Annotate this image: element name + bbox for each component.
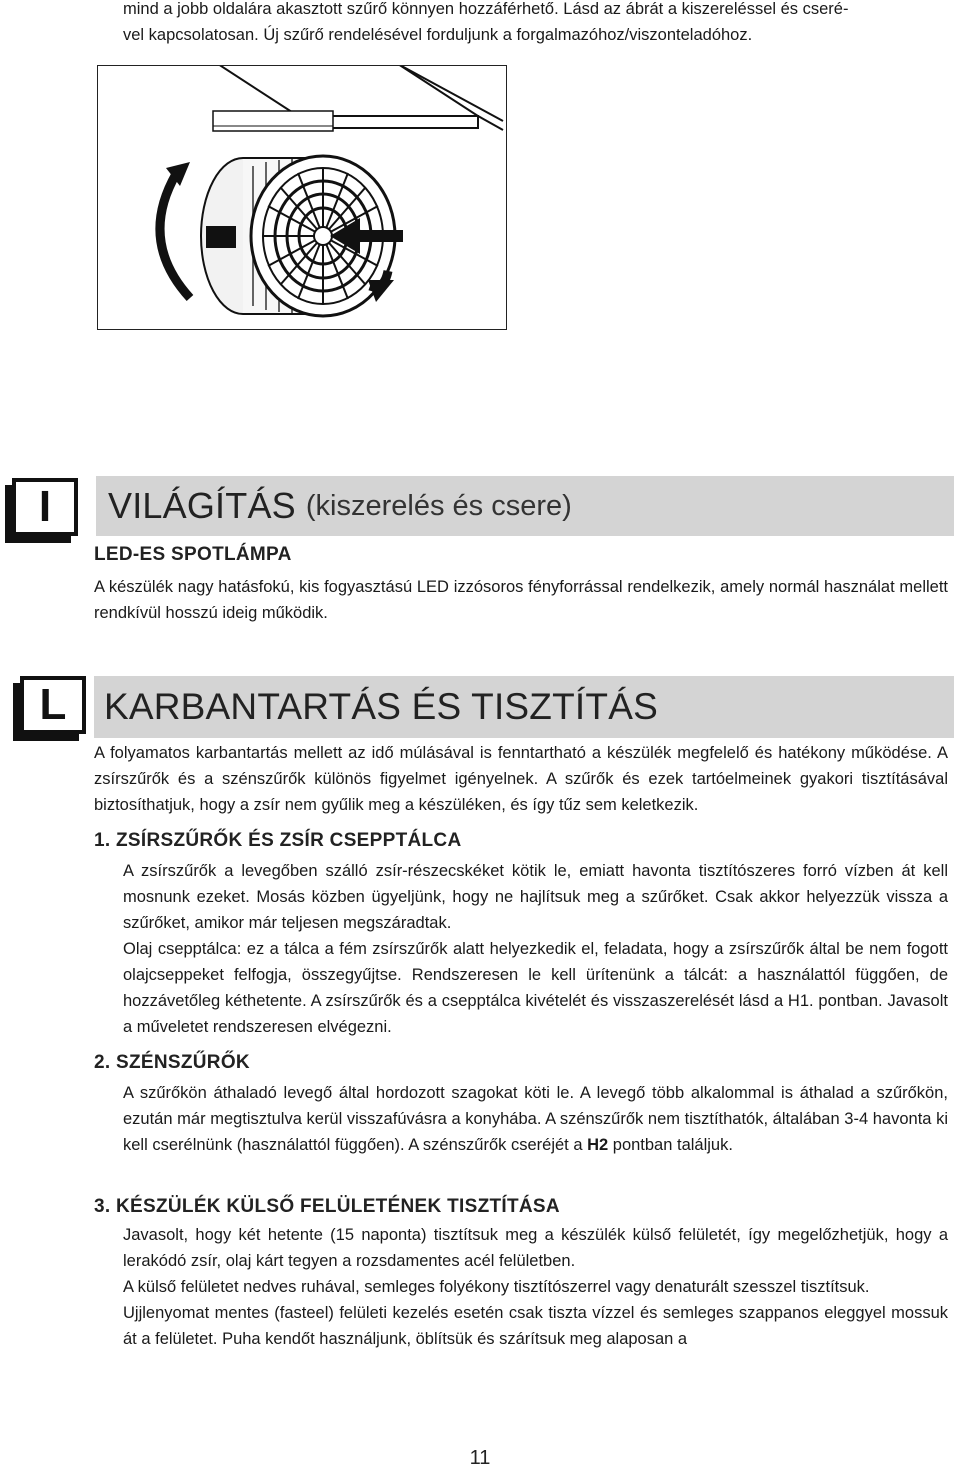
- sub2-text-before: A szűrőkön áthaladó levegő által hordozott szagokat köti le. A levegő több alkalommal is áthalad a szűrőkön, ezután már megtisztulva kerül visszafúvásra a konyhába. A szénszűrők nem tisztíthatók, általában 3-4 havonta ki kell cserélnünk (használattól függően). A szénszűrők cseréjét a: [123, 1084, 948, 1154]
- section-i-text: A készülék nagy hatásfokú, kis fogyasztású LED izzósoros fényforrással rendelkezik, amely normál használat mellett rendkívül hosszú ideig működik.: [94, 578, 948, 622]
- section-l-title: KARBANTARTÁS ÉS TISZTÍTÁS: [104, 686, 658, 727]
- sub3-paragraph-2: A külső felületet nedves ruhával, semleges folyékony tisztítószerrel vagy denaturált szesszel tisztítsuk.: [123, 1278, 870, 1296]
- filter-illustration: [98, 66, 505, 328]
- intro-text: [123, 0, 948, 48]
- sub2-body: [123, 1080, 948, 1158]
- section-i-title: VILÁGÍTÁS: [108, 485, 296, 526]
- sub2-paragraph-1: [123, 1080, 948, 1158]
- sub3-paragraph-1: Javasolt, hogy két hetente (15 naponta) tisztítsuk meg a készülék külső felületét, így megelőzhetjük, hogy a lerakódó zsír, olaj kárt tegyen a rozsdamentes acél felületben.: [123, 1226, 948, 1270]
- filter-removal-figure: [97, 65, 507, 330]
- sub2-text-after: pontban találjuk.: [608, 1136, 733, 1154]
- sub2-reference-h2: H2: [587, 1136, 609, 1154]
- sub1-paragraph-2: Olaj csepptálca: ez a tálca a fém zsírszűrők alatt helyezkedik el, feladata, hogy a zsírszűrők által be nem fogott olajcseppeket felfogja, összegyűjtse. Rendszeresen le kell ürítenünk a tálcát: a használattól függően, de hozzávetőleg kéthetente. A zsírszűrők és a csepptálca kivételét és visszaszerelését lásd a H1. pontban. Javasolt a műveletet rendszeresen elvégezni.: [123, 940, 948, 1036]
- section-i-subtitle: (kiszerelés és csere): [305, 489, 572, 522]
- section-l-badge-letter: L: [39, 680, 67, 729]
- sub3-paragraph-3: Ujjlenyomat mentes (fasteel) felületi kezelés esetén csak tiszta vízzel és semleges szappanos eleggyel mossuk át a felületet. Puha kendőt használjunk, öblítsük és szárítsuk meg alaposan a: [123, 1304, 948, 1348]
- section-i-title-bar: [96, 476, 954, 536]
- sub1-heading: 1. ZSÍRSZŰRŐK ÉS ZSÍR CSEPPTÁLCA: [94, 830, 462, 851]
- sub1-body: [123, 858, 948, 1040]
- section-l-badge: [20, 676, 86, 734]
- sub1-paragraph-1: A zsírszűrők a levegőben szálló zsír-részecskéket kötik le, emiatt havonta tisztítószeres forró vízben át kell mosnunk ezeket. Mosás közben ügyeljünk, hogy ne hajlítsuk meg a szűrőket. Csak akkor helyezzük vissza a szűrőket, amikor már teljesen megszáradtak.: [123, 862, 948, 932]
- sub3-heading: 3. KÉSZÜLÉK KÜLSŐ FELÜLETÉNEK TISZTÍTÁSA: [94, 1196, 560, 1217]
- sub2-heading: 2. SZÉNSZŰRŐK: [94, 1052, 250, 1073]
- sub3-body: [123, 1222, 948, 1352]
- intro-line-1: mind a jobb oldalára akasztott szűrő könnyen hozzáférhető. Lásd az ábrát a kiszereléssel és cseré-: [123, 0, 849, 18]
- section-i-badge-letter: I: [38, 482, 52, 531]
- section-l-title-bar: [94, 676, 954, 738]
- intro-line-2: vel kapcsolatosan. Új szűrő rendelésével forduljunk a forgalmazóhoz/viszonteladóhoz.: [123, 26, 753, 44]
- section-i-badge: [12, 478, 78, 536]
- page-number: 11: [469, 1447, 491, 1469]
- section-i-subheading: LED-ES SPOTLÁMPA: [94, 544, 292, 565]
- section-l-intro-text: A folyamatos karbantartás mellett az idő múlásával is fenntartható a készülék megfelelő és hatékony működése. A zsírszűrők és a szénszűrők különös figyelmet igényelnek. A szűrők és ezek tartóelmeinek gyakori tisztításával biztosíthatjuk, hogy a zsír nem gyűlik meg a készüléken, és így tűz sem keletkezik.: [94, 744, 948, 814]
